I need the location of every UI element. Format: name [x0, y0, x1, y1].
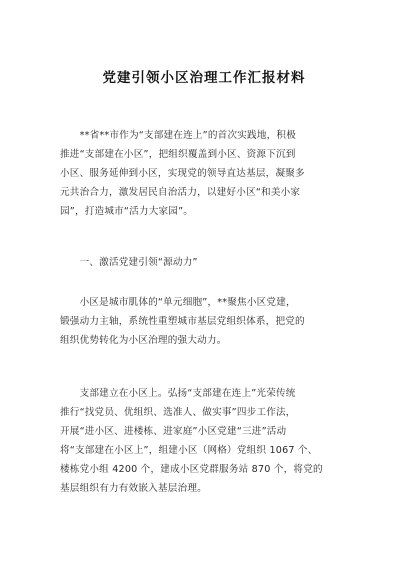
- document-title: 党建引领小区治理工作汇报材料: [102, 70, 306, 86]
- paragraph-line: 推进“支部建在小区”，把组织覆盖到小区、资源下沉到: [60, 149, 296, 160]
- detail-paragraph: [60, 384, 360, 498]
- paragraph-line: 将“支部建在小区上”，组建小区（网格）党组织 1067 个、: [60, 445, 318, 456]
- paragraph-line: 开展“进小区、进楼栋、进家庭”小区党建“三进”活动: [60, 426, 287, 437]
- paragraph-line: 园”，打造城市“活力大家园”。: [60, 206, 194, 217]
- paragraph-line: 支部建立在小区上。弘扬“支部建在连上”光荣传统: [60, 388, 296, 399]
- paragraph-line: 组织优势转化为小区治理的强大动力。: [60, 335, 227, 346]
- section-paragraph: [60, 293, 360, 350]
- section-heading: [60, 253, 360, 272]
- paragraph-line: 小区是城市肌体的“单元细胞”，**聚焦小区党建，: [60, 297, 296, 308]
- intro-paragraph: [60, 126, 360, 221]
- paragraph-line: 基层组织有力有效嵌入基层治理。: [60, 483, 207, 494]
- paragraph-line: 锻强动力主轴，系统性重塑城市基层党组织体系，把党的: [60, 316, 305, 327]
- section-heading-text: 一、激活党建引领“源动力”: [60, 257, 198, 268]
- paragraph-line: 推行“找党员、优组织、选准人、做实事”四步工作法，: [60, 407, 296, 418]
- paragraph-line: 楼栋党小组 4200 个，建成小区党群服务站 870 个，将党的: [60, 464, 323, 475]
- paragraph-line: 元共治合力，激发居民自治活力，以建好小区“和美小家: [60, 187, 301, 198]
- paragraph-line: 小区、服务延伸到小区，实现党的领导直达基层，凝聚多: [60, 168, 305, 179]
- paragraph-line: **省**市作为“支部建在连上”的首次实践地，积极: [60, 130, 296, 141]
